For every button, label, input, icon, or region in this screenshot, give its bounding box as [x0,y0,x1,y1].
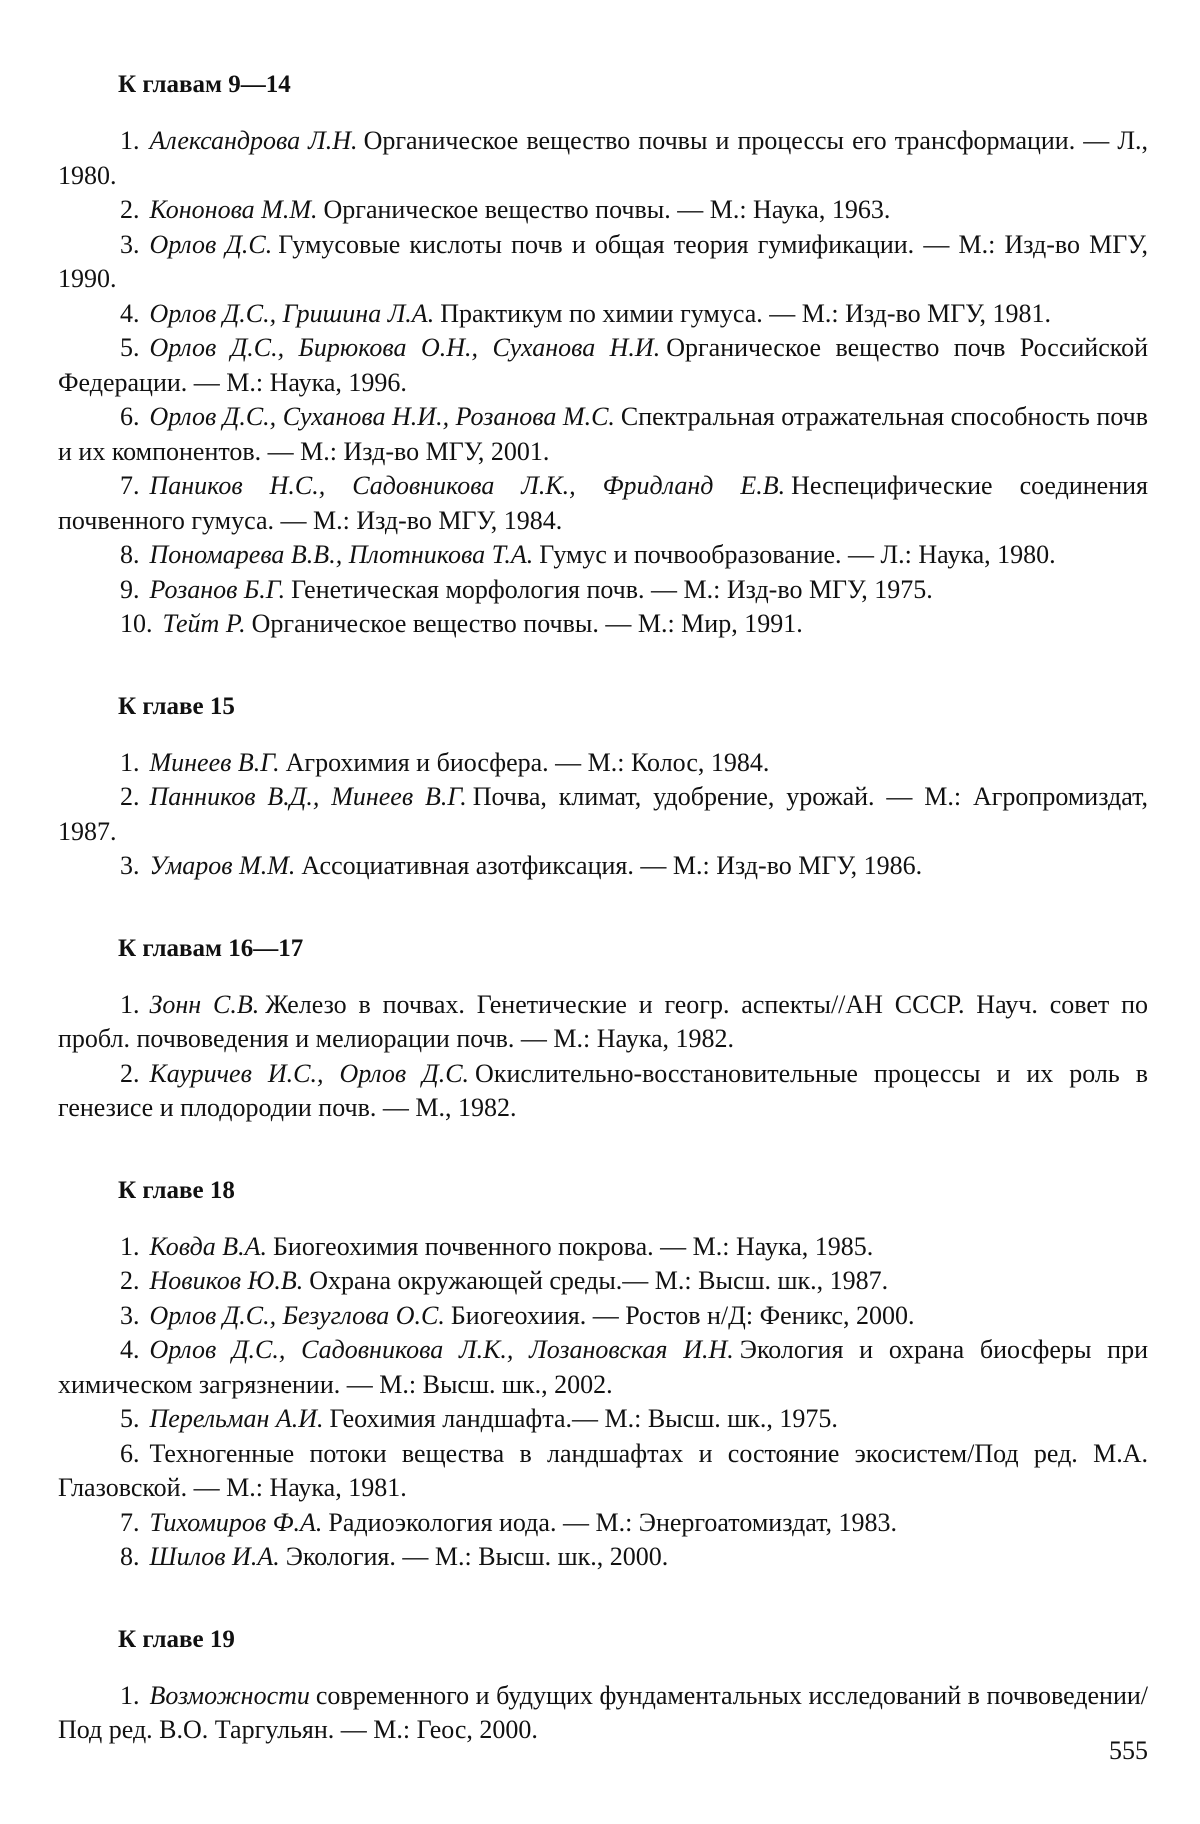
entry-text: Ассоциативная азотфиксация. — М.: Изд-во МГУ, 1986. [301,851,923,880]
entry-number: 2. [120,1266,140,1295]
entry-author: Орлов Д.С., Гришина Л.А. [149,298,435,328]
reference-entry [58,1679,1148,1748]
reference-entry [58,1402,1148,1437]
reference-entry [58,1333,1148,1402]
entry-author: Кауричев И.С., Орлов Д.С. [149,1058,470,1088]
entry-author: Умаров М.М. [149,851,296,880]
section-chapter-19 [58,1625,1148,1748]
entry-text: Органическое вещество почвы и процессы его трансформации. — Л., 1980. [58,126,1148,190]
entry-number: 3. [120,1300,140,1330]
entry-text: Органическое вещество почвы. — М.: Мир, 1991. [251,609,803,638]
entry-text: Техногенные потоки вещества в ландшафтах и состояние экосистем/Под ред. М.А. Глазовской. — М.: Наука, 1981. [58,1438,1148,1502]
entry-text: Практикум по химии гумуса. — М.: Изд-во МГУ, 1981. [440,298,1051,328]
reference-entry [58,331,1148,400]
entry-text: Гумус и почвообразование. — Л.: Наука, 1980. [539,540,1056,569]
entry-text: Генетическая морфология почв. — М.: Изд-во МГУ, 1975. [291,574,933,604]
section-heading: К главе 19 [118,1625,235,1653]
entry-text: Железо в почвах. Генетические и геогр. аспекты//АН СССР. Науч. совет по пробл. почвоведения и мелиорации почв. — М.: Наука, 1982. [58,989,1148,1053]
section-chapter-18 [58,1176,1148,1575]
entry-author: Орлов Д.С., Безуглова О.С. [149,1300,445,1330]
entry-text: Почва, климат, удобрение, урожай. — М.: Агропромиздат, 1987. [58,782,1148,846]
reference-entry [58,193,1148,228]
entry-author: Кононова М.М. [149,195,318,224]
entry-text: Агрохимия и биосфера. — М.: Колос, 1984. [285,747,770,777]
reference-entry [58,849,1148,884]
reference-entry [58,1230,1148,1265]
entry-author: Орлов Д.С., Бирюкова О.Н., Суханова Н.И. [149,333,661,362]
entry-number: 7. [120,471,140,500]
entry-text: Биогеохиия. — Ростов н/Д: Феникс, 2000. [450,1300,915,1330]
entry-number: 1. [120,126,140,155]
entry-text: Органическое вещество почв Российской Федерации. — М.: Наука, 1996. [58,333,1148,397]
entry-number: 2. [120,1058,140,1088]
reference-entry [58,1057,1148,1126]
section-heading: К главам 9—14 [118,71,291,98]
entry-text: Биогеохимия почвенного покрова. — М.: Наука, 1985. [272,1231,874,1261]
entry-number: 2. [120,782,140,811]
entry-author: Розанов Б.Г. [149,574,286,604]
reference-entry [58,573,1148,608]
reference-entry [58,124,1148,193]
entry-text: Экология. — М.: Высш. шк., 2000. [285,1542,669,1571]
entry-number: 10. [120,609,153,638]
entry-text: современного и будущих фундаментальных исследований в почвоведении/Под ред. В.О. Таргульян. — М.: Геос, 2000. [58,1680,1148,1744]
entry-text: Окислительно-восстановительные процессы и их роль в генезисе и плодородии почв. — М., 1982. [58,1058,1149,1122]
reference-entry [58,297,1148,332]
section-heading: К главе 18 [118,1176,235,1204]
section-chapter-15 [58,692,1148,884]
entry-text: Экология и охрана биосферы при химическом загрязнении. — М.: Высш. шк., 2002. [58,1335,1148,1399]
entry-text: Охрана окружающей среды.— М.: Высш. шк., 1987. [309,1266,889,1295]
entry-text: Гумусовые кислоты почв и общая теория гумификации. — М.: Изд-во МГУ, 1990. [58,229,1148,293]
entry-author: Тейт Р. [162,609,246,638]
section-chapters-16-17 [58,934,1148,1126]
reference-entry [58,988,1148,1057]
entry-author: Панников В.Д., Минеев В.Г. [149,782,467,811]
entry-author: Тихомиров Ф.А. [149,1507,323,1537]
entry-author: Орлов Д.С., Суханова Н.И., Розанова М.С. [149,402,615,431]
reference-entry [58,1299,1148,1334]
entry-number: 4. [120,298,140,328]
entry-author: Пономарева В.В., Плотникова Т.А. [149,540,534,569]
entry-number: 6. [120,1438,140,1468]
entry-number: 9. [120,574,140,604]
entry-author: Паников Н.С., Садовникова Л.К., Фридланд Е.В. [149,471,786,500]
entry-author: Минеев В.Г. [149,747,280,777]
reference-entry [58,1540,1148,1575]
page-number: 555 [1109,1736,1148,1765]
entry-number: 5. [120,333,140,362]
entry-number: 2. [120,195,140,224]
entry-number: 4. [120,1335,140,1364]
bibliography-page [58,70,1148,1798]
entry-author: Шилов И.А. [149,1542,280,1571]
entry-author: Возможности [149,1680,310,1710]
entry-author: Ковда В.А. [149,1231,267,1261]
entry-number: 3. [120,229,140,259]
reference-entry [58,780,1148,849]
entry-author: Новиков Ю.В. [149,1266,304,1295]
reference-entry [58,400,1148,469]
section-heading: К главам 16—17 [118,934,304,962]
reference-entry [58,228,1148,297]
section-heading: К главе 15 [118,692,235,720]
entry-author: Александрова Л.Н. [149,126,358,155]
entry-number: 6. [120,402,140,431]
entry-number: 7. [120,1507,140,1537]
reference-entry [58,1437,1148,1506]
entry-number: 1. [120,1680,140,1710]
entry-author: Перельман А.И. [149,1404,324,1433]
entry-text: Неспецифические соединения почвенного гумуса. — М.: Изд-во МГУ, 1984. [58,471,1149,535]
reference-entry [58,1506,1148,1541]
entry-author: Орлов Д.С. [149,229,273,259]
entry-number: 8. [120,1542,140,1571]
section-chapters-9-14 [58,70,1148,642]
entry-author: Зонн С.В. [149,989,260,1019]
entry-number: 1. [120,989,140,1019]
entry-author: Орлов Д.С., Садовникова Л.К., Лозановская И.Н. [149,1335,734,1364]
entry-number: 1. [120,1231,140,1261]
entry-number: 1. [120,747,140,777]
entry-number: 3. [120,851,140,880]
entry-number: 8. [120,540,140,569]
entry-number: 5. [120,1404,140,1433]
reference-entry [58,746,1148,781]
entry-text: Спектральная отражательная способность почв и их компонентов. — М.: Изд-во МГУ, 2001. [58,402,1148,466]
reference-entry [58,607,1148,642]
reference-entry [58,469,1148,538]
entry-text: Геохимия ландшафта.— М.: Высш. шк., 1975. [329,1404,838,1433]
entry-text: Органическое вещество почвы. — М.: Наука, 1963. [323,195,891,224]
reference-entry [58,538,1148,573]
entry-text: Радиоэкология иода. — М.: Энергоатомиздат, 1983. [328,1507,897,1537]
reference-entry [58,1264,1148,1299]
